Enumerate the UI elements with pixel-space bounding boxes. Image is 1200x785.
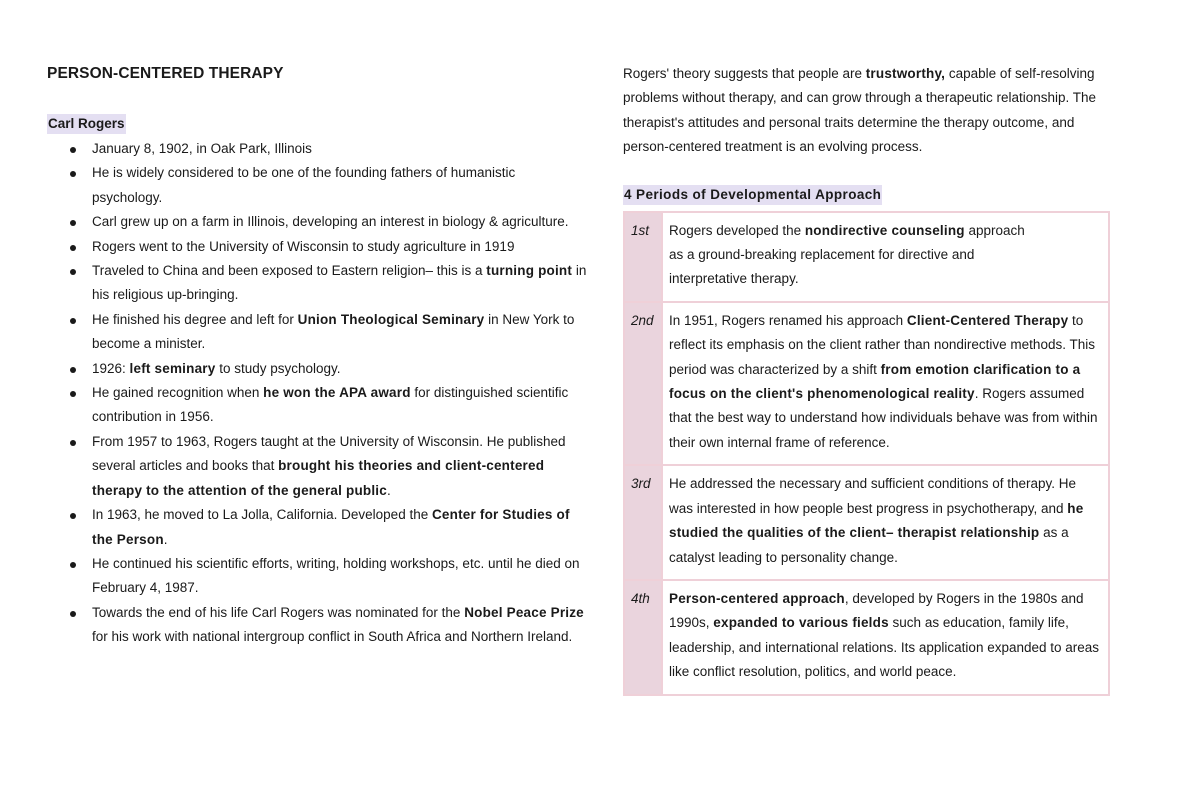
- bold-text: Client-Centered Therapy: [906, 312, 1069, 328]
- bold-text: from emotion clarification to a focus on the client's phenomenological reality: [669, 361, 1081, 402]
- bio-list-item: [47, 503, 587, 552]
- section-heading-carl-rogers: Carl Rogers: [47, 114, 126, 134]
- bold-text: Person-centered approach: [669, 590, 845, 606]
- text-run: In 1951, Rogers renamed his approach: [669, 312, 907, 328]
- text-run: He continued his scientific efforts, writing, holding workshops, etc. until he died on February 4, 1987.: [92, 555, 580, 596]
- bold-text: Nobel Peace Prize: [464, 604, 584, 620]
- bold-text: Center for Studies of the Person: [92, 507, 570, 547]
- bold-text: he won the APA award: [263, 385, 411, 401]
- text-run: He finished his degree and left for: [92, 311, 298, 327]
- bullet-icon: [70, 318, 76, 324]
- period-label: 1st: [624, 212, 662, 302]
- bio-list-item: [47, 552, 587, 601]
- text-run: He gained recognition when: [92, 385, 264, 401]
- bullet-icon: [70, 367, 76, 373]
- text-run: in his religious up-bringing.: [92, 263, 587, 303]
- bold-text: left seminary: [129, 360, 216, 376]
- period-description: [662, 302, 1109, 465]
- text-run: He addressed the necessary and sufficient conditions of therapy. He was interested in how people best progress in psychotherapy, and: [669, 476, 1076, 516]
- text-run: in New York to become a minister.: [92, 311, 575, 352]
- text-run: such as education, family life, leadership, and international relations. Its application expanded to areas like conflict resolution, politics, and world peace.: [669, 615, 1100, 680]
- period-description: [662, 465, 1109, 580]
- period-label: 3rd: [624, 465, 662, 580]
- text-run: In 1963, he moved to La Jolla, California. Developed the: [92, 507, 432, 523]
- text-run: Rogers went to the University of Wisconsin to study agriculture in 1919: [92, 238, 515, 254]
- bullet-icon: [70, 611, 76, 617]
- bullet-icon: [70, 171, 76, 177]
- bio-list-item: [47, 601, 587, 650]
- bio-list-item: [47, 259, 587, 308]
- bullet-icon: [70, 513, 76, 519]
- period-description: [662, 580, 1109, 695]
- periods-table: [623, 211, 1110, 696]
- bio-list-item: [47, 137, 587, 161]
- bold-text: expanded to various fields: [713, 615, 889, 631]
- text-run: .: [163, 531, 168, 547]
- period-label: 4th: [624, 580, 662, 695]
- bold-text: turning point: [486, 263, 573, 279]
- bullet-icon: [70, 245, 76, 251]
- text-run: to study psychology.: [215, 360, 341, 376]
- right-column: [623, 62, 1123, 696]
- text-run: for his work with national intergroup conflict in South Africa and Northern Ireland.: [92, 629, 573, 645]
- table-heading: 4 Periods of Developmental Approach: [623, 185, 882, 205]
- bio-list-item: [47, 357, 587, 381]
- bullet-icon: [70, 269, 76, 275]
- period-label: 2nd: [624, 302, 662, 465]
- bio-list-item: [47, 161, 587, 210]
- bullet-icon: [70, 220, 76, 226]
- text-run: . Rogers assumed that the best way to understand how individuals behave was from within their own internal frame of reference.: [669, 386, 1098, 450]
- text-run: , developed by Rogers in the 1980s and 1990s,: [669, 590, 1084, 631]
- intro-paragraph: [623, 62, 1123, 160]
- bio-list-item: [47, 235, 587, 259]
- period-row: [624, 212, 1109, 302]
- left-column: [47, 62, 587, 650]
- bold-text: nondirective counseling: [804, 222, 965, 238]
- text-run: .: [386, 482, 391, 498]
- text-run: to reflect its emphasis on the client rather than nondirective methods. This period was characterized by a shift: [669, 312, 1095, 377]
- bold-text: trustworthy,: [865, 66, 946, 81]
- text-run: Towards the end of his life Carl Rogers was nominated for the: [92, 604, 465, 620]
- text-run: capable of self-resolving problems without therapy, and can grow through a therapeutic relationship. The therapist's attitudes and personal traits determine the therapy outcome, and person-centered treatment is an evolving process.: [623, 66, 1097, 155]
- bio-list: [47, 137, 587, 650]
- bio-list-item: [47, 308, 587, 357]
- text-run: interpretative therapy.: [669, 271, 799, 287]
- bullet-icon: [70, 440, 76, 446]
- text-run: as a ground-breaking replacement for directive and: [669, 247, 975, 263]
- text-run: Traveled to China and been exposed to Eastern religion– this is a: [92, 263, 487, 279]
- bullet-icon: [70, 562, 76, 568]
- text-run: for distinguished scientific contribution in 1956.: [92, 385, 569, 425]
- text-run: approach: [964, 222, 1025, 238]
- text-run: Rogers developed the: [669, 222, 805, 238]
- bio-list-item: [47, 430, 587, 503]
- bullet-icon: [70, 147, 76, 153]
- bold-text: he studied the qualities of the client– therapist relationship: [669, 500, 1084, 541]
- text-run: From 1957 to 1963, Rogers taught at the University of Wisconsin. He published several articles and books that: [92, 433, 566, 474]
- bio-list-item: [47, 210, 587, 234]
- period-row: [624, 465, 1109, 580]
- text-run: 1926:: [92, 360, 130, 376]
- period-row: [624, 580, 1109, 695]
- period-description: [662, 212, 1109, 302]
- page-title: PERSON-CENTERED THERAPY: [47, 65, 284, 82]
- text-run: He is widely considered to be one of the founding fathers of humanistic psychology.: [92, 165, 516, 205]
- bullet-icon: [70, 391, 76, 397]
- period-row: [624, 302, 1109, 465]
- text-run: as a catalyst leading to personality change.: [669, 525, 1069, 565]
- text-run: Rogers' theory suggests that people are: [623, 66, 866, 81]
- bold-text: brought his theories and client-centered therapy to the attention of the general public: [92, 458, 545, 498]
- text-run: Carl grew up on a farm in Illinois, developing an interest in biology & agriculture.: [92, 214, 569, 230]
- text-run: January 8, 1902, in Oak Park, Illinois: [92, 141, 312, 156]
- bold-text: Union Theological Seminary: [297, 311, 485, 327]
- bio-list-item: [47, 381, 587, 430]
